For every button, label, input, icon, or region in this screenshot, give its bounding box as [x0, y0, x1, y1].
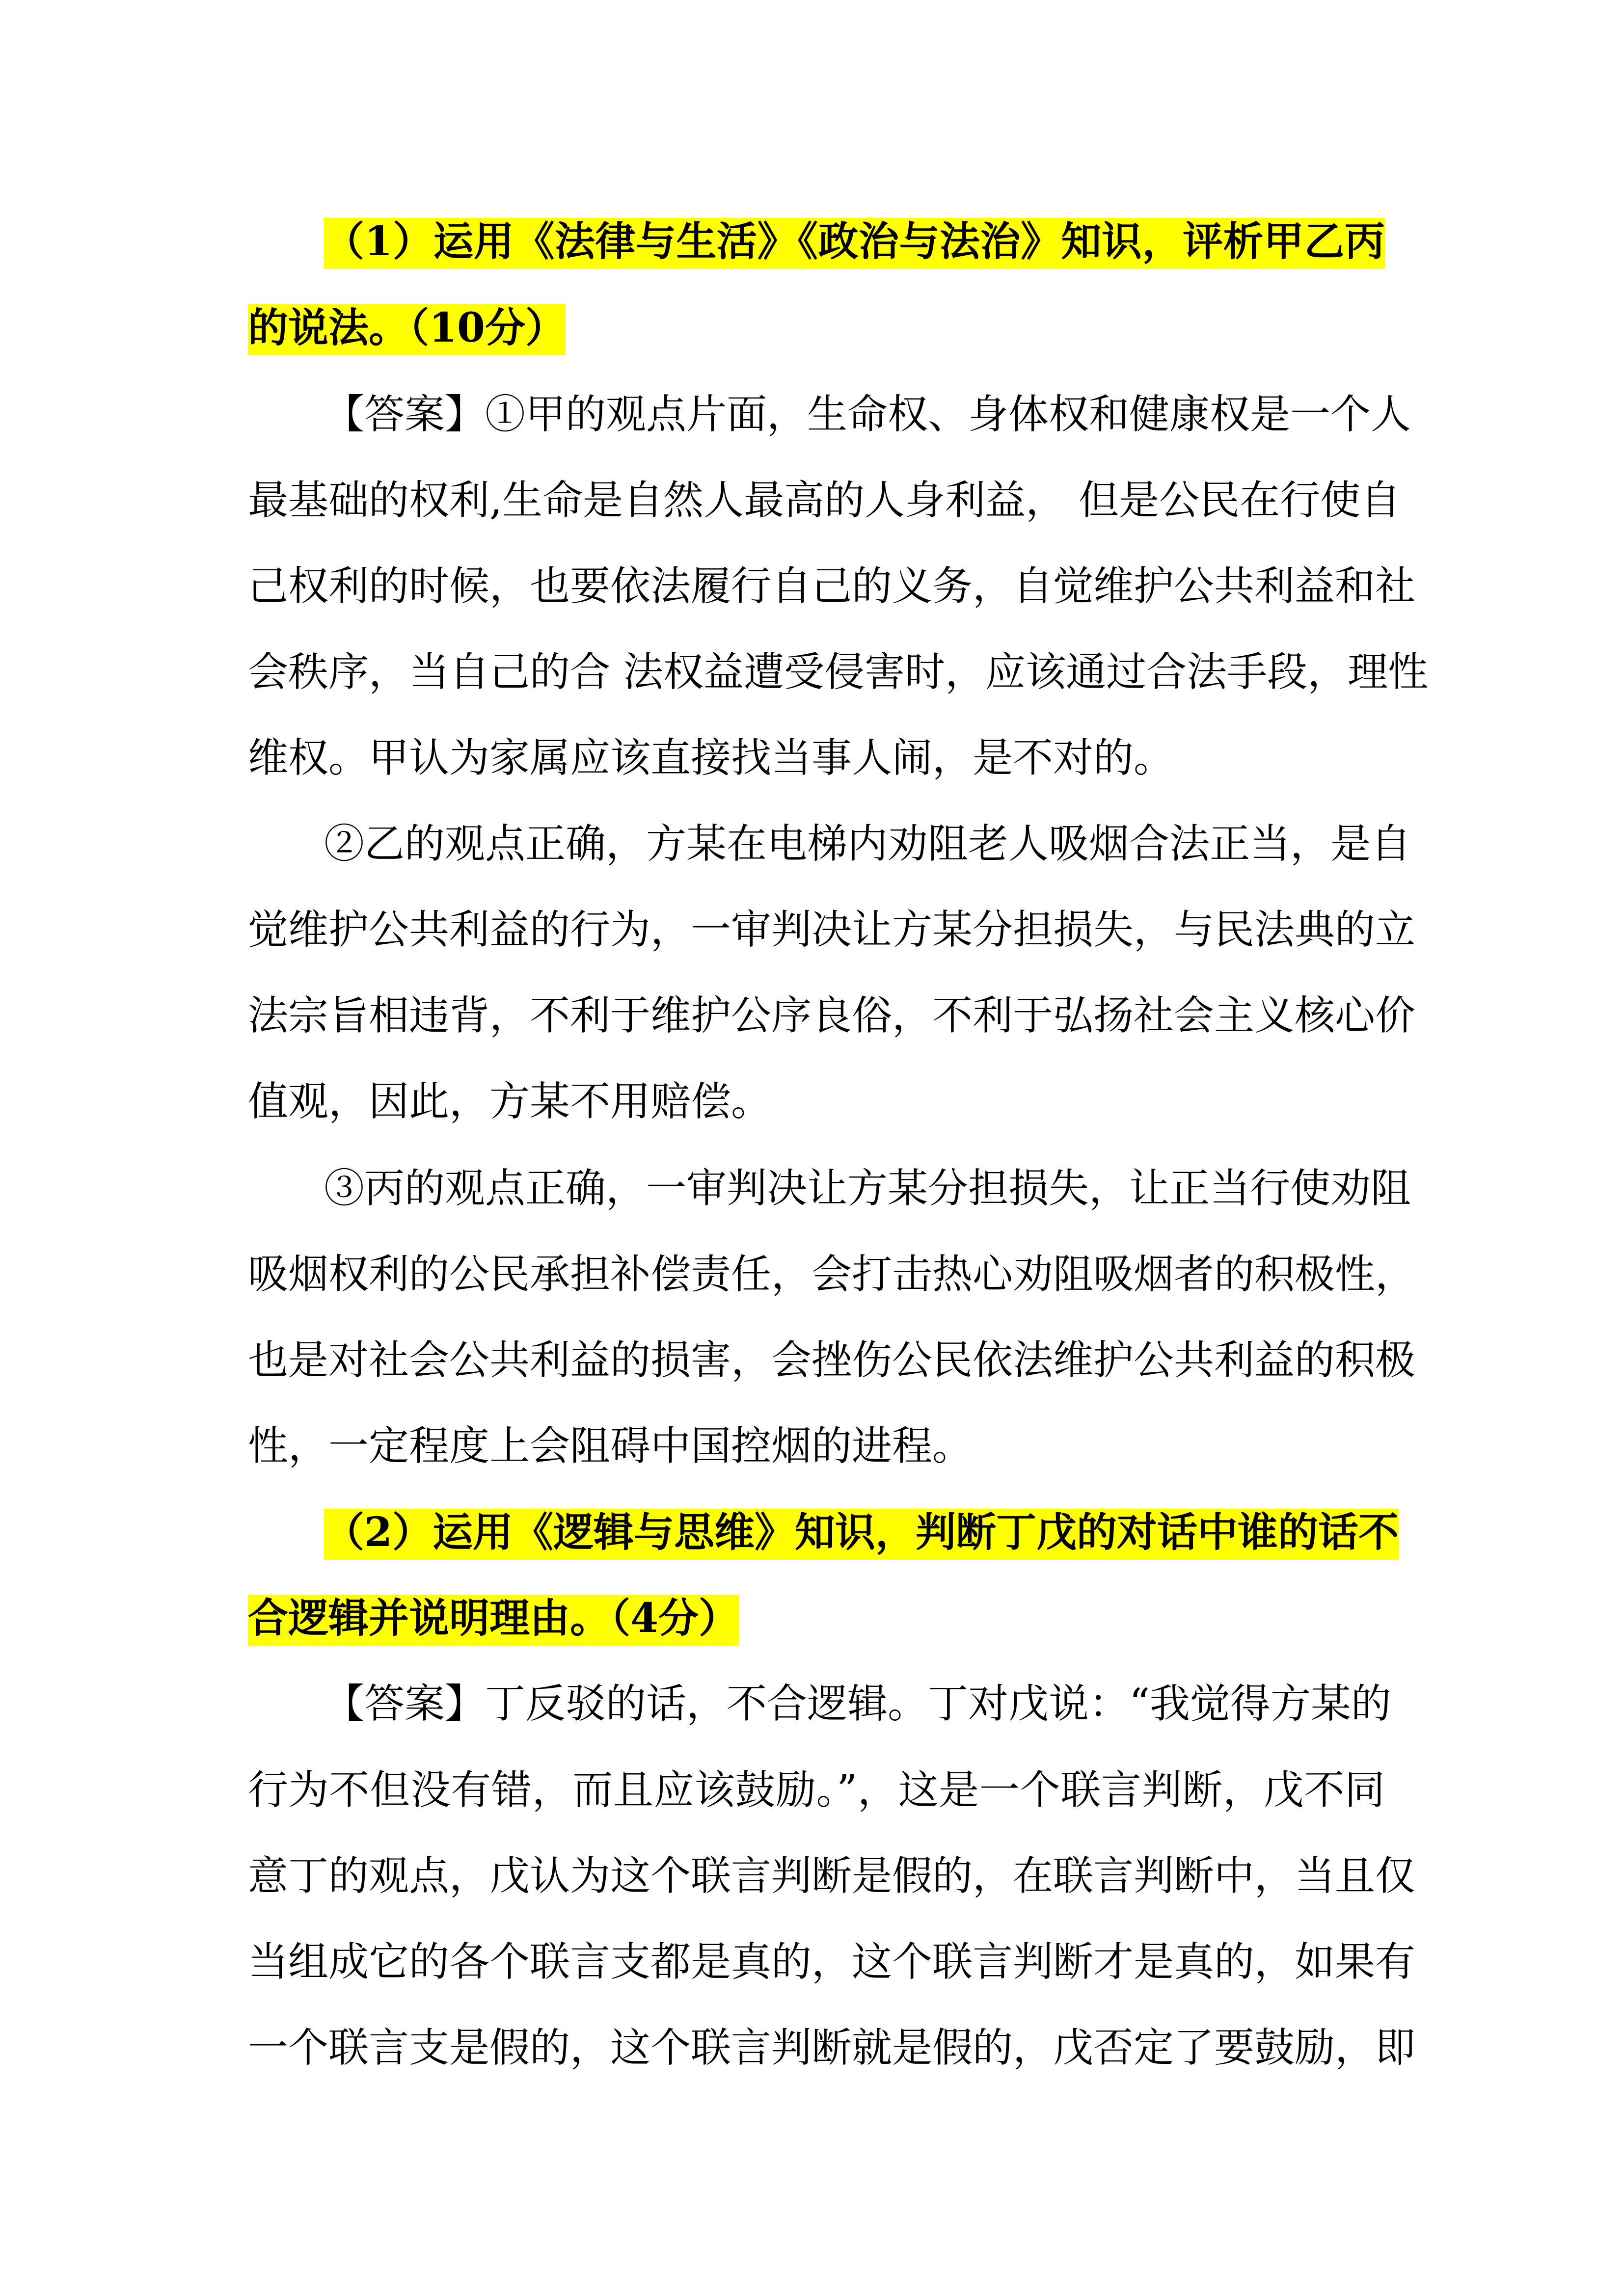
answer-2-line-3: 意丁的观点，戊认为这个联言判断是假的，在联言判断中，当且仅 — [248, 1853, 1416, 1899]
answer-1-para-2-line-2: 觉维护公共利益的行为，一审判决让方某分担损失，与民法典的立 — [248, 907, 1416, 953]
answer-1-para-2-line-3: 法宗旨相违背，不利于维护公序良俗，不利于弘扬社会主义核心价 — [248, 992, 1416, 1039]
answer-1-para-1-line-4: 会秩序，当自己的合 法权益遭受侵害时，应该通过合法手段，理性 — [248, 649, 1429, 695]
question-1-line-1 — [324, 212, 1385, 271]
answer-1-para-3-line-1: ③丙的观点正确，一审判决让方某分担损失，让正当行使劝阻 — [324, 1165, 1411, 1212]
answer-1-para-3-line-4: 性，一定程度上会阻碍中国控烟的进程。 — [248, 1423, 973, 1469]
answer-1-para-3-line-3: 也是对社会公共利益的损害，会挫伤公民依法维护公共利益的积极 — [248, 1337, 1416, 1384]
answer-1-para-1-line-3: 己权利的时候，也要依法履行自己的义务，自觉维护公共利益和社 — [248, 563, 1416, 610]
question-2-line-2 — [248, 1589, 1385, 1648]
question-2-highlight-2: 合逻辑并说明理由。（4分） — [248, 1595, 739, 1646]
answer-1-para-1-line-1: 【答案】①甲的观点片面，生命权、身体权和健康权是一个人 — [324, 391, 1411, 438]
answer-1-para-2-line-4: 值观，因此，方某不用赔偿。 — [248, 1078, 772, 1125]
question-2-highlight: （2）运用《逻辑与思维》知识，判断丁戊的对话中谁的话不 — [324, 1509, 1399, 1560]
answer-2-line-5: 一个联言支是假的，这个联言判断就是假的，戊否定了要鼓励，即 — [248, 2025, 1416, 2071]
answer-1-para-2-line-1: ②乙的观点正确，方某在电梯内劝阻老人吸烟合法正当，是自 — [324, 821, 1411, 867]
answer-1-para-1-line-5: 维权。甲认为家属应该直接找当事人闹，是不对的。 — [248, 735, 1174, 781]
question-1-line-2 — [248, 298, 1385, 357]
answer-2-line-2: 行为不但没有错，而且应该鼓励。”，这是一个联言判断，戊不同 — [248, 1767, 1385, 1814]
question-1-highlight: （1）运用《法律与生活》《政治与法治》知识，评析甲乙丙 — [324, 218, 1385, 269]
answer-1-para-3-line-2: 吸烟权利的公民承担补偿责任，会打击热心劝阻吸烟者的积极性， — [248, 1251, 1416, 1298]
question-1-highlight-2: 的说法。（10分） — [248, 304, 566, 355]
answer-2-line-1: 【答案】丁反驳的话，不合逻辑。丁对戊说：“我觉得方某的 — [324, 1681, 1391, 1727]
answer-2-line-4: 当组成它的各个联言支都是真的，这个联言判断才是真的，如果有 — [248, 1939, 1416, 1985]
question-2-line-1 — [324, 1503, 1399, 1562]
answer-1-para-1-line-2: 最基础的权利,生命是自然人最高的人身利益， 但是公民在行使自 — [248, 477, 1401, 524]
